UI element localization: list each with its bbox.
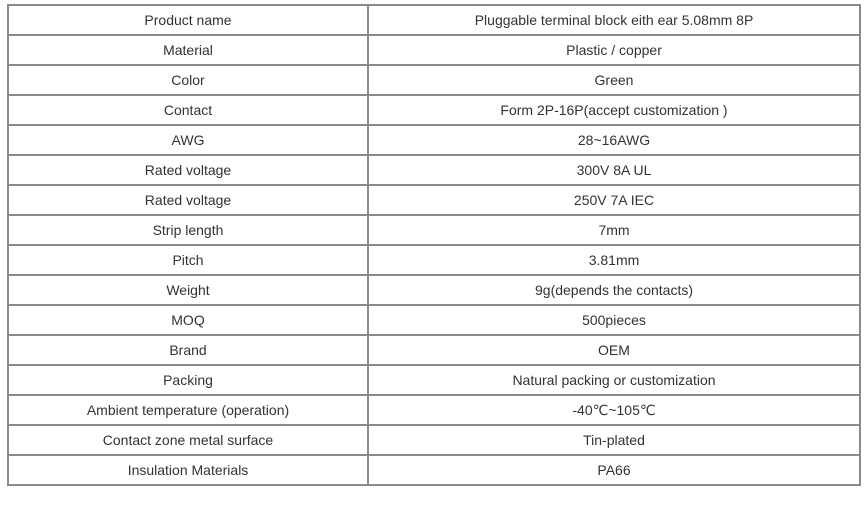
spec-value: Green	[368, 65, 860, 95]
table-row	[8, 365, 860, 395]
spec-label: Color	[8, 65, 368, 95]
spec-value: 28~16AWG	[368, 125, 860, 155]
spec-value: 250V 7A IEC	[368, 185, 860, 215]
spec-value: Form 2P-16P(accept customization )	[368, 95, 860, 125]
spec-value: Pluggable terminal block eith ear 5.08mm 8P	[368, 5, 860, 35]
spec-label: Insulation Materials	[8, 455, 368, 485]
spec-label: Rated voltage	[8, 155, 368, 185]
table-row	[8, 335, 860, 365]
spec-label: Weight	[8, 275, 368, 305]
spec-label: Brand	[8, 335, 368, 365]
table-row	[8, 245, 860, 275]
table-row	[8, 455, 860, 485]
spec-label: Material	[8, 35, 368, 65]
spec-value: PA66	[368, 455, 860, 485]
table-row	[8, 155, 860, 185]
table-row	[8, 215, 860, 245]
table-row	[8, 305, 860, 335]
table-row	[8, 275, 860, 305]
spec-label: Rated voltage	[8, 185, 368, 215]
table-row	[8, 185, 860, 215]
spec-label: Pitch	[8, 245, 368, 275]
spec-value: 300V 8A UL	[368, 155, 860, 185]
spec-label: Product name	[8, 5, 368, 35]
spec-label: Contact	[8, 95, 368, 125]
spec-label: Contact zone metal surface	[8, 425, 368, 455]
spec-label: AWG	[8, 125, 368, 155]
spec-value: 7mm	[368, 215, 860, 245]
spec-label: Packing	[8, 365, 368, 395]
table-row	[8, 395, 860, 425]
table-row	[8, 425, 860, 455]
table-row	[8, 95, 860, 125]
spec-label: Strip length	[8, 215, 368, 245]
spec-value: 3.81mm	[368, 245, 860, 275]
spec-label: MOQ	[8, 305, 368, 335]
table-row	[8, 5, 860, 35]
table-row	[8, 125, 860, 155]
spec-value: OEM	[368, 335, 860, 365]
table-row	[8, 35, 860, 65]
spec-value: -40℃~105℃	[368, 395, 860, 425]
spec-value: Natural packing or customization	[368, 365, 860, 395]
spec-value: Tin-plated	[368, 425, 860, 455]
spec-value: Plastic / copper	[368, 35, 860, 65]
table-row	[8, 65, 860, 95]
spec-label: Ambient temperature (operation)	[8, 395, 368, 425]
spec-value: 500pieces	[368, 305, 860, 335]
spec-value: 9g(depends the contacts)	[368, 275, 860, 305]
spec-table	[7, 4, 861, 486]
